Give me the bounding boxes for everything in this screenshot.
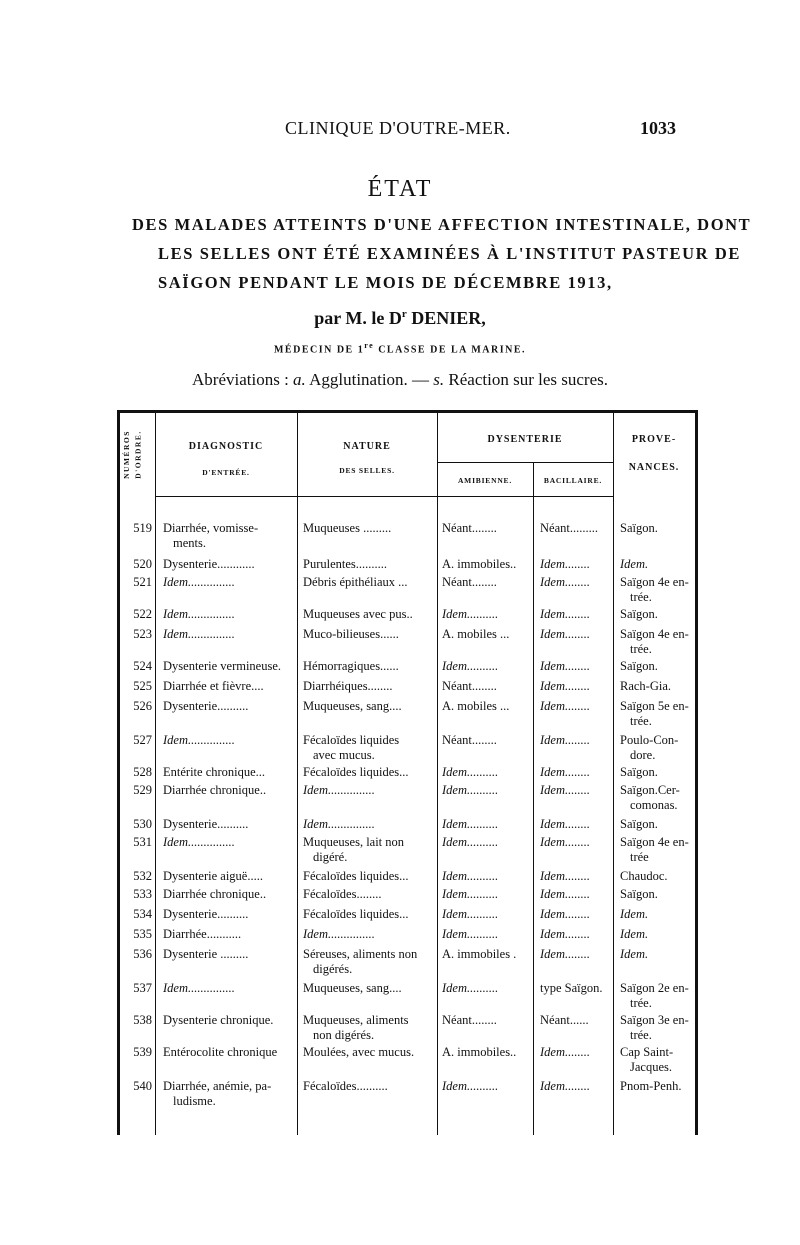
provenance-cell: Saïgon 4e en- [620,835,689,849]
nature-cell: Muco-bilieuses...... [303,627,399,641]
col-rule-3 [437,410,438,1135]
provenance-cell: Saïgon. [620,817,658,831]
provenance-cell: trée. [630,1028,652,1042]
row-number: 520 [133,557,152,571]
provenance-cell: Saïgon 5e en- [620,699,689,713]
row-number: 526 [133,699,152,713]
row-number: 522 [133,607,152,621]
row-number: 523 [133,627,152,641]
amibienne-cell: Néant........ [442,575,497,589]
row-number: 540 [133,1079,152,1093]
amibienne-cell: Néant........ [442,521,497,535]
bacillaire-cell: Idem........ [540,659,590,673]
provenance-cell: Saïgon. [620,607,658,621]
amibienne-cell: A. mobiles ... [442,699,510,713]
row-number: 534 [133,907,152,921]
bacillaire-cell: Idem........ [540,1045,590,1059]
dysenterie-rule [437,462,613,463]
document-title: ÉTAT [367,176,433,202]
row-number: 529 [133,783,152,797]
diagnostic-cell: Entérite chronique... [163,765,266,779]
amibienne-cell: Néant........ [442,679,497,693]
nature-cell: Muqueuses, lait non [303,835,405,849]
diagnostic-cell: Idem............... [163,575,235,589]
diagnostic-cell: Diarrhée, vomisse- [163,521,259,535]
col-rule-2 [297,410,298,1135]
diagnostic-cell: Diarrhée, anémie, pa- [163,1079,272,1093]
nature-cell: Séreuses, aliments non [303,947,418,961]
rank-line [0,341,800,355]
author-line [0,308,800,329]
provenance-cell: Cap Saint- [620,1045,674,1059]
diagnostic-cell: Dysenterie............ [163,557,255,571]
bacillaire-cell: Idem........ [540,817,590,831]
rank-suffix: CLASSE DE LA MARINE. [374,344,526,356]
row-number: 525 [133,679,152,693]
provenance-cell: Saïgon. [620,887,658,901]
row-number: 519 [133,521,152,535]
rank-prefix: MÉDECIN DE 1 [273,344,365,356]
abbr-s-text: Réaction sur les sucres. [444,370,608,389]
provenance-cell: trée [630,850,649,864]
amibienne-cell: Idem.......... [442,927,499,941]
bacillaire-cell: Idem........ [540,1079,590,1093]
amibienne-cell: A. immobiles . [442,947,517,961]
row-number: 530 [133,817,152,831]
header-bottom-rule [155,496,613,497]
provenance-cell: Poulo-Con- [620,733,679,747]
provenance-cell: Saïgon.Cer- [620,783,680,797]
diagnostic-cell: Dysenterie.......... [163,817,249,831]
diagnostic-cell: Dysenterie.......... [163,907,249,921]
bacillaire-cell: Néant...... [540,1013,589,1027]
amibienne-cell: Idem.......... [442,981,499,995]
amibienne-cell: Idem.......... [442,659,499,673]
bacillaire-cell: Idem........ [540,783,590,797]
row-number: 532 [133,869,152,883]
provenance-cell: Idem. [620,947,649,961]
provenance-cell: trée. [630,714,652,728]
amibienne-cell: Idem.......... [442,835,499,849]
diagnostic-cell: Dysenterie chronique. [163,1013,274,1027]
provenance-cell: comonas. [630,798,678,812]
diagnostic-cell: Idem............... [163,627,235,641]
diagnostic-cell: Entérocolite chronique [163,1045,278,1059]
nature-cell: Moulées, avec mucus. [303,1045,415,1059]
nature-cell: Muqueuses, sang.... [303,981,402,995]
amibienne-cell: Idem.......... [442,607,499,621]
row-number: 536 [133,947,152,961]
author-sup: r [401,308,407,320]
nature-cell: Débris épithéliaux ... [303,575,408,589]
bacillaire-cell: Idem........ [540,907,590,921]
amibienne-cell: Idem.......... [442,1079,499,1093]
amibienne-cell: Idem.......... [442,869,499,883]
diagnostic-cell: Dysenterie.......... [163,699,249,713]
diagnostic-cell: ludisme. [173,1094,216,1108]
nature-cell: Muqueuses ......... [303,521,392,535]
subtitle-line-1: DES MALADES ATTEINTS D'UNE AFFECTION INTESTINALE, DONT [132,215,752,234]
nature-cell: Fécaloïdes.......... [303,1079,388,1093]
bacillaire-cell: Idem........ [540,699,590,713]
diagnostic-cell: Idem............... [163,733,235,747]
col-header-provenances-sub: NANCES. [628,462,680,473]
nature-cell: Fécaloïdes........ [303,887,382,901]
provenance-cell: Idem. [620,927,649,941]
diagnostic-cell: Idem............... [163,607,235,621]
provenance-cell: Saïgon. [620,659,658,673]
amibienne-cell: Idem.......... [442,907,499,921]
abbr-a-text: Agglutination. — [305,370,434,389]
bacillaire-cell: Idem........ [540,607,590,621]
provenance-cell: trée. [630,642,652,656]
nature-cell: digérés. [313,962,353,976]
bacillaire-cell: Idem........ [540,557,590,571]
nature-cell: Purulentes.......... [303,557,388,571]
col-rule-5 [613,410,614,1135]
running-title: CLINIQUE D'OUTRE-MER. [285,118,511,138]
amibienne-cell: Néant........ [442,733,497,747]
diagnostic-cell: Diarrhée et fièvre.... [163,679,264,693]
abbr-s: s. [433,370,445,389]
row-number: 531 [133,835,152,849]
nature-cell: Fécaloïdes liquides... [303,869,409,883]
author-prefix: par M. le D [314,308,402,328]
abbr-a: a. [293,370,306,389]
row-number: 539 [133,1045,152,1059]
provenance-cell: Saïgon 4e en- [620,627,689,641]
amibienne-cell: A. mobiles ... [442,627,510,641]
amibienne-cell: Idem.......... [442,887,499,901]
page-number: 1033 [640,118,676,138]
provenance-cell: trée. [630,996,652,1010]
bacillaire-cell: Idem........ [540,627,590,641]
provenance-cell: Saïgon 4e en- [620,575,689,589]
provenance-cell: Saïgon. [620,521,658,535]
provenance-cell: Chaudoc. [620,869,668,883]
row-number: 535 [133,927,152,941]
provenance-cell: Idem. [620,907,649,921]
diagnostic-cell: Dysenterie ......... [163,947,249,961]
nature-cell: Muqueuses, sang.... [303,699,402,713]
bacillaire-cell: Idem........ [540,765,590,779]
amibienne-cell: Néant........ [442,1013,497,1027]
bacillaire-cell: Idem........ [540,887,590,901]
amibienne-cell: A. immobiles.. [442,557,517,571]
bacillaire-cell: Néant......... [540,521,598,535]
provenance-cell: Rach-Gia. [620,679,672,693]
diagnostic-cell: Idem............... [163,981,235,995]
col-header-provenances: PROVE- [631,434,677,445]
nature-cell: Fécaloïdes liquides... [303,907,409,921]
nature-cell: Idem............... [303,927,375,941]
col-header-bacillaire: BACILLAIRE. [543,476,603,485]
provenance-cell: Saïgon 3e en- [620,1013,689,1027]
amibienne-cell: Idem.......... [442,765,499,779]
bacillaire-cell: Idem........ [540,575,590,589]
provenance-cell: Saïgon. [620,765,658,779]
ordre-label: D'ORDRE. [133,430,143,479]
bacillaire-cell: Idem........ [540,927,590,941]
provenance-cell: Saïgon 2e en- [620,981,689,995]
nature-cell: Idem............... [303,817,375,831]
nature-cell: Muqueuses, aliments [303,1013,409,1027]
table-top-rule [117,410,697,413]
bacillaire-cell: Idem........ [540,679,590,693]
row-number: 521 [133,575,152,589]
bacillaire-cell: Idem........ [540,835,590,849]
nature-cell: Idem............... [303,783,375,797]
author-name: DENIER, [406,308,486,328]
col-header-nature: NATURE [343,441,391,452]
bacillaire-cell: Idem........ [540,869,590,883]
nature-cell: avec mucus. [313,748,375,762]
row-number: 528 [133,765,152,779]
row-number: 537 [133,981,152,995]
provenance-cell: dore. [630,748,656,762]
diagnostic-cell: Dysenterie vermineuse. [163,659,282,673]
nature-cell: non digérés. [313,1028,375,1042]
bacillaire-cell: type Saïgon. [540,981,603,995]
amibienne-cell: Idem.......... [442,817,499,831]
abbr-label: Abréviations : [192,370,294,389]
row-number: 533 [133,887,152,901]
diagnostic-cell: Diarrhée chronique.. [163,887,267,901]
diagnostic-cell: Diarrhée........... [163,927,242,941]
col-header-diagnostic-sub: D'ENTRÉE. [202,468,250,477]
col-header-nature-sub: DES SELLES. [339,466,395,475]
provenance-cell: Jacques. [630,1060,672,1074]
numero-label: NUMÉROS [121,430,131,479]
nature-cell: Muqueuses avec pus.. [303,607,413,621]
provenance-cell: trée. [630,590,652,604]
amibienne-cell: Idem.......... [442,783,499,797]
nature-cell: Diarrhéiques........ [303,679,393,693]
col-rule-1 [155,410,156,1135]
subtitle-line-3: SAÏGON PENDANT LE MOIS DE DÉCEMBRE 1913, [158,273,613,292]
col-header-diagnostic: DIAGNOSTIC [188,441,264,452]
amibienne-cell: A. immobiles.. [442,1045,517,1059]
nature-cell: digéré. [313,850,348,864]
diagnostic-cell: Dysenterie aiguë..... [163,869,263,883]
provenance-cell: Idem. [620,557,649,571]
subtitle-line-2: LES SELLES ONT ÉTÉ EXAMINÉES À L'INSTITUT PASTEUR DE [158,244,741,263]
bacillaire-cell: Idem........ [540,733,590,747]
bacillaire-cell: Idem........ [540,947,590,961]
col-header-dysenterie: DYSENTERIE [487,434,563,445]
abbreviations-line [0,370,800,390]
provenance-cell: Pnom-Penh. [620,1079,682,1093]
nature-cell: Hémorragiques...... [303,659,399,673]
diagnostic-cell: ments. [173,536,206,550]
rank-sup: re [364,341,375,350]
nature-cell: Fécaloïdes liquides... [303,765,409,779]
row-number: 524 [133,659,152,673]
diagnostic-cell: Idem............... [163,835,235,849]
diagnostic-cell: Diarrhée chronique.. [163,783,267,797]
col-header-amibienne: AMIBIENNE. [457,476,513,485]
row-number: 527 [133,733,152,747]
col-rule-4 [533,462,534,1135]
row-number: 538 [133,1013,152,1027]
col-header-numero [118,422,154,494]
nature-cell: Fécaloïdes liquides [303,733,400,747]
